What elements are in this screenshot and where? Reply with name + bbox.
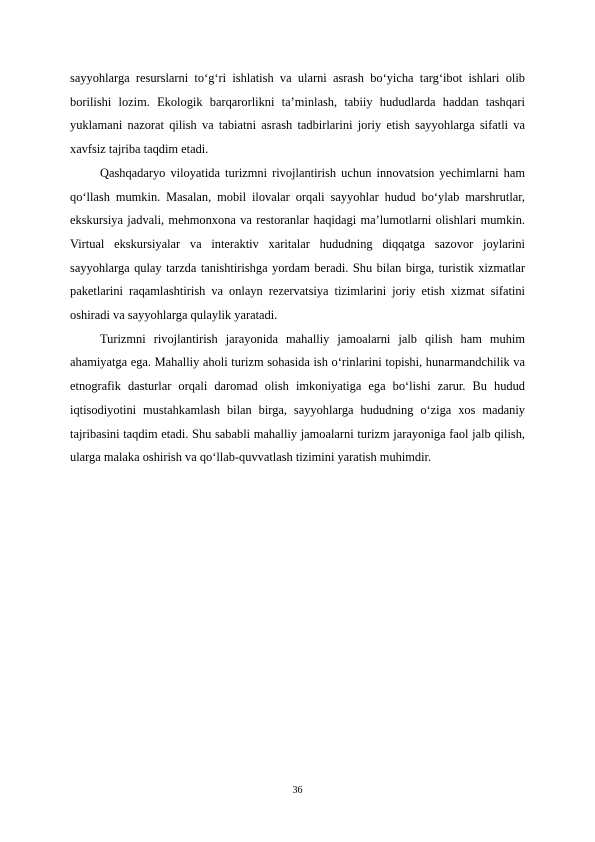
page-body xyxy=(70,67,525,470)
page-number: 36 xyxy=(292,785,303,796)
paragraph-innovation: Qashqadaryo viloyatida turizmni rivojlantirish uchun innovatsion yechimlarni ham qo‘llash mumkin. Masalan, mobil ilovalar orqali sayyohlar hudud bo‘ylab marshrutlar, ekskursiya jadvali, mehmonxona va restoranlar haqidagi ma’lumotlarni olishlari mumkin. Virtual ekskursiyalar va interaktiv xaritalar hududning diqqatga sazovor joylarini sayyohlarga qulay tarzda tanishtirishga yordam beradi. Shu bilan birga, turistik xizmatlar paketlarini raqamlashtirish va onlayn rezervatsiya tizimlarini joriy etish xizmat sifatini oshiradi va sayyohlarga qulaylik yaratadi. xyxy=(70,165,525,323)
paragraph-continuation: sayyohlarga resurslarni to‘g‘ri ishlatish va ularni asrash bo‘yicha targ‘ibot ishlari olib borilishi lozim. Ekologik barqarorlikni ta’minlash, tabiiy hududlarda haddan tashqari yuklamani nazorat qilish va tabiatni asrash tadbirlarini joriy etish sayyohlarga sifatli va xavfsiz tajriba taqdim etadi. xyxy=(70,71,525,157)
paragraph-local-communities: Turizmni rivojlantirish jarayonida mahalliy jamoalarni jalb qilish ham muhim ahamiyatga ega. Mahalliy aholi turizm sohasida ish o‘rinlarini topishi, hunarmandchilik va etnografik dasturlar orqali daromad olish imkoniyatiga ega bo‘lishi zarur. Bu hudud iqtisodiyotini mustahkamlash bilan birga, sayyohlarga hududning o‘ziga xos madaniy tajribasini taqdim etadi. Shu sababli mahalliy jamoalarni turizm jarayoniga faol jalb qilish, ularga malaka oshirish va qo‘llab-quvvatlash tizimini yaratish muhimdir. xyxy=(70,331,525,465)
